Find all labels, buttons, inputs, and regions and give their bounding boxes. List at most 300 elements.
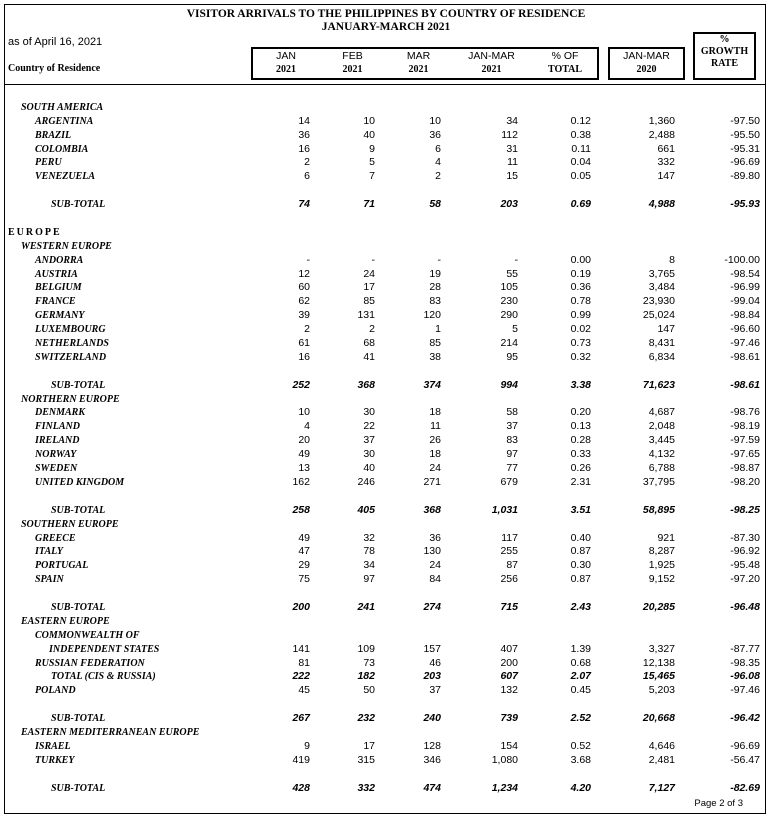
table-cell: 0.52: [570, 739, 591, 752]
column-header-bottom: 2020: [636, 64, 657, 75]
column-header-bottom: 2021: [481, 64, 502, 75]
table-cell: -97.46: [730, 337, 760, 350]
table-cell: 13: [298, 462, 310, 475]
table-cell: 3.68: [570, 753, 591, 766]
row-label: TURKEY: [35, 754, 75, 766]
row-label: COMMONWEALTH OF: [35, 629, 140, 641]
table-cell: 0.32: [570, 350, 591, 363]
report-subtitle: JANUARY-MARCH 2021: [321, 21, 451, 33]
row-label: EUROPE: [8, 226, 62, 238]
table-cell: 258: [292, 503, 310, 516]
table-cell: 182: [357, 670, 375, 683]
table-cell: 256: [500, 573, 518, 586]
table-cell: 222: [292, 670, 310, 683]
table-cell: 19: [429, 267, 441, 280]
subtotal-row: [5, 712, 765, 726]
table-row: [5, 740, 765, 754]
table-cell: 0.78: [570, 295, 591, 308]
growth-header-line: GROWTH: [700, 46, 749, 57]
table-cell: 147: [657, 170, 675, 183]
table-cell: 3,484: [648, 281, 675, 294]
table-cell: 8,431: [648, 337, 675, 350]
row-label: SWITZERLAND: [35, 351, 107, 363]
table-cell: 84: [429, 573, 441, 586]
data-table-body: [5, 87, 765, 795]
table-cell: 2: [304, 323, 310, 336]
spacer-row: [5, 184, 765, 198]
table-row: [5, 476, 765, 490]
report-page: [4, 4, 766, 814]
row-label: GREECE: [35, 532, 76, 544]
table-cell: 407: [500, 642, 518, 655]
table-cell: 1,925: [648, 559, 675, 572]
table-cell: 368: [423, 503, 441, 516]
table-row: [5, 462, 765, 476]
table-row: [5, 684, 765, 698]
table-row: [5, 337, 765, 351]
column-header-jan: [253, 50, 319, 76]
row-label: EASTERN EUROPE: [21, 615, 110, 627]
row-label: INDEPENDENT STATES: [49, 643, 160, 655]
country-of-residence-header: Country of Residence: [8, 63, 101, 74]
table-cell: 16: [298, 142, 310, 155]
row-label: AUSTRIA: [35, 268, 78, 280]
table-cell: 68: [363, 337, 375, 350]
table-cell: 9,152: [648, 573, 675, 586]
column-header-mar: [386, 50, 451, 76]
table-cell: 58,895: [642, 503, 675, 516]
table-cell: 4.20: [570, 781, 591, 794]
row-label: PORTUGAL: [35, 560, 89, 572]
table-row: [5, 448, 765, 462]
table-cell: -97.59: [730, 434, 760, 447]
table-cell: -98.19: [730, 420, 760, 433]
column-header-bottom: 2021: [276, 64, 296, 75]
table-cell: 2.52: [570, 712, 591, 725]
column-header-jan-mar-2020: [610, 50, 683, 76]
subtotal-row: [5, 782, 765, 796]
table-cell: 58: [506, 406, 518, 419]
table-cell: 1,080: [491, 753, 518, 766]
table-cell: -99.04: [730, 295, 760, 308]
row-label: SUB-TOTAL: [51, 713, 106, 725]
table-cell: 2,488: [648, 128, 675, 141]
table-cell: 2.31: [570, 475, 591, 488]
row-label: SWEDEN: [35, 463, 78, 475]
table-cell: 132: [500, 684, 518, 697]
table-cell: 14: [298, 114, 310, 127]
table-cell: 23,930: [642, 295, 675, 308]
table-cell: 131: [357, 309, 375, 322]
table-cell: 7: [369, 170, 375, 183]
table-cell: 200: [500, 656, 518, 669]
table-row: [5, 323, 765, 337]
table-row: [5, 657, 765, 671]
table-cell: 4,132: [648, 448, 675, 461]
table-cell: 9: [304, 739, 310, 752]
table-cell: -100.00: [724, 253, 760, 266]
subtotal-row: [5, 670, 765, 684]
table-cell: 0.68: [570, 656, 591, 669]
table-cell: 85: [429, 337, 441, 350]
table-cell: -82.69: [730, 781, 760, 794]
table-cell: 0.05: [570, 170, 591, 183]
table-cell: -98.54: [730, 267, 760, 280]
table-cell: 74: [298, 198, 310, 211]
table-row: [5, 406, 765, 420]
table-cell: 315: [357, 753, 375, 766]
table-cell: 36: [429, 531, 441, 544]
table-cell: 0.11: [571, 142, 591, 155]
table-cell: 2: [435, 170, 441, 183]
table-cell: 428: [292, 781, 310, 794]
table-cell: 332: [657, 156, 675, 169]
table-cell: 0.12: [570, 114, 591, 127]
row-label: SUB-TOTAL: [51, 601, 106, 613]
table-cell: 2.07: [570, 670, 591, 683]
row-label: SOUTHERN EUROPE: [21, 518, 119, 530]
table-row: [5, 573, 765, 587]
table-cell: 85: [363, 295, 375, 308]
spacer-row: [5, 87, 765, 101]
table-cell: 715: [500, 600, 518, 613]
table-cell: -96.69: [730, 739, 760, 752]
table-row: [5, 754, 765, 768]
column-header-feb: [320, 50, 385, 76]
column-header-bottom: 2021: [342, 64, 363, 75]
table-cell: 49: [298, 531, 310, 544]
table-cell: -97.20: [730, 573, 760, 586]
table-cell: -98.20: [730, 475, 760, 488]
table-cell: 200: [292, 600, 310, 613]
header-divider: [5, 84, 765, 85]
table-cell: -: [514, 253, 518, 266]
table-cell: 60: [298, 281, 310, 294]
growth-header-line: %: [719, 34, 730, 45]
table-cell: 214: [500, 337, 518, 350]
table-cell: 10: [363, 114, 375, 127]
table-cell: 11: [507, 156, 518, 169]
table-cell: 10: [298, 406, 310, 419]
table-cell: 22: [363, 420, 375, 433]
row-label: NETHERLANDS: [35, 338, 109, 350]
table-row: [5, 156, 765, 170]
table-row: [5, 254, 765, 268]
subtotal-row: [5, 504, 765, 518]
table-cell: 4: [304, 420, 310, 433]
table-cell: 1.39: [570, 642, 591, 655]
table-cell: 95: [506, 350, 518, 363]
table-cell: 11: [430, 420, 441, 433]
row-label: SUB-TOTAL: [51, 379, 106, 391]
table-cell: 37,795: [642, 475, 675, 488]
table-cell: -: [437, 253, 441, 266]
table-cell: 12,138: [642, 656, 675, 669]
table-cell: 9: [369, 142, 375, 155]
column-header-top: MAR: [406, 50, 431, 62]
table-cell: 8,287: [648, 545, 675, 558]
table-cell: 24: [429, 559, 441, 572]
column-header-top: JAN: [276, 50, 296, 62]
table-cell: -98.61: [730, 378, 760, 391]
table-cell: 4,988: [648, 198, 675, 211]
as-of-date: as of April 16, 2021: [8, 36, 103, 48]
growth-header-line: RATE: [710, 58, 739, 69]
table-cell: 4,687: [648, 406, 675, 419]
row-label: TOTAL (CIS & RUSSIA): [51, 671, 156, 683]
table-cell: 0.20: [570, 406, 591, 419]
table-cell: 994: [500, 378, 518, 391]
table-row: [5, 532, 765, 546]
row-label: SUB-TOTAL: [51, 504, 106, 516]
table-cell: 0.69: [570, 198, 591, 211]
row-label: GERMANY: [35, 310, 85, 322]
row-label: SPAIN: [35, 574, 64, 586]
spacer-row: [5, 490, 765, 504]
row-label: FINLAND: [35, 421, 81, 433]
table-cell: -98.25: [730, 503, 760, 516]
table-cell: 368: [357, 378, 375, 391]
table-cell: 20: [298, 434, 310, 447]
table-cell: -98.76: [730, 406, 760, 419]
table-cell: 405: [357, 503, 375, 516]
row-label: ANDORRA: [35, 254, 84, 266]
table-cell: 0.45: [570, 684, 591, 697]
column-header-bottom: TOTAL: [547, 64, 583, 75]
table-cell: 78: [363, 545, 375, 558]
table-cell: 24: [429, 462, 441, 475]
column-header-pct-total: [532, 50, 598, 76]
row-label: DENMARK: [35, 407, 86, 419]
table-cell: 0.00: [570, 253, 591, 266]
row-label: WESTERN EUROPE: [21, 240, 112, 252]
table-cell: -96.60: [730, 323, 760, 336]
table-cell: 58: [429, 198, 441, 211]
table-cell: 274: [423, 600, 441, 613]
table-cell: -96.69: [730, 156, 760, 169]
page-number: Page 2 of 3: [694, 798, 743, 809]
table-row: [5, 281, 765, 295]
table-cell: 0.04: [570, 156, 591, 169]
table-cell: 18: [429, 448, 441, 461]
table-cell: 37: [506, 420, 518, 433]
table-cell: 739: [500, 712, 518, 725]
table-row: [5, 545, 765, 559]
table-cell: 32: [363, 531, 375, 544]
table-cell: 346: [423, 753, 441, 766]
table-cell: 18: [429, 406, 441, 419]
table-cell: -96.42: [730, 712, 760, 725]
spacer-row: [5, 587, 765, 601]
table-cell: 105: [500, 281, 518, 294]
table-row: [5, 295, 765, 309]
table-cell: -97.46: [730, 684, 760, 697]
report-title: VISITOR ARRIVALS TO THE PHILIPPINES BY COUNTRY OF RESIDENCE: [186, 8, 586, 20]
table-cell: 25,024: [642, 309, 675, 322]
table-cell: 3,327: [648, 642, 675, 655]
row-label: VENEZUELA: [35, 171, 96, 183]
table-cell: 921: [657, 531, 675, 544]
table-cell: 37: [363, 434, 375, 447]
table-cell: 5,203: [648, 684, 675, 697]
table-cell: 36: [429, 128, 441, 141]
table-cell: 374: [423, 378, 441, 391]
row-label: POLAND: [35, 685, 76, 697]
table-cell: 61: [298, 337, 310, 350]
table-cell: 39: [298, 309, 310, 322]
row-label: NORWAY: [35, 449, 77, 461]
table-cell: 3.51: [570, 503, 591, 516]
table-cell: 5: [512, 323, 518, 336]
table-cell: 47: [298, 545, 310, 558]
row-label: ISRAEL: [35, 740, 71, 752]
row-label: LUXEMBOURG: [35, 324, 106, 336]
table-cell: -87.30: [730, 531, 760, 544]
table-cell: 62: [298, 295, 310, 308]
table-cell: 2.43: [570, 600, 591, 613]
table-cell: 0.87: [570, 573, 591, 586]
table-cell: 73: [363, 656, 375, 669]
table-cell: 40: [363, 462, 375, 475]
table-cell: 83: [429, 295, 441, 308]
table-cell: 77: [506, 462, 518, 475]
table-cell: 120: [423, 309, 441, 322]
row-label: SOUTH AMERICA: [21, 101, 104, 113]
table-cell: -95.50: [730, 128, 760, 141]
spacer-row: [5, 698, 765, 712]
table-cell: 241: [357, 600, 375, 613]
table-cell: 162: [292, 475, 310, 488]
table-cell: 0.38: [570, 128, 591, 141]
table-cell: 147: [657, 323, 675, 336]
table-cell: -96.08: [730, 670, 760, 683]
table-cell: 2,048: [648, 420, 675, 433]
column-header-jan-mar-2021: [452, 50, 531, 76]
table-row: [5, 434, 765, 448]
region-header-row: [5, 518, 765, 532]
table-cell: 20,285: [642, 600, 675, 613]
table-cell: 97: [506, 448, 518, 461]
table-cell: -96.92: [730, 545, 760, 558]
table-cell: 2: [369, 323, 375, 336]
row-label: SUB-TOTAL: [51, 199, 106, 211]
table-cell: 1: [435, 323, 441, 336]
table-row: [5, 115, 765, 129]
subtotal-row: [5, 379, 765, 393]
subtotal-row: [5, 198, 765, 212]
table-cell: 0.36: [570, 281, 591, 294]
table-cell: 232: [357, 712, 375, 725]
region-header-row: [5, 226, 765, 240]
row-label: FRANCE: [35, 296, 76, 308]
table-cell: 157: [423, 642, 441, 655]
column-header-top: FEB: [342, 50, 363, 62]
table-cell: 17: [363, 739, 375, 752]
table-cell: -98.84: [730, 309, 760, 322]
subtotal-row: [5, 601, 765, 615]
table-cell: 50: [363, 684, 375, 697]
table-cell: 255: [500, 545, 518, 558]
region-header-row: [5, 393, 765, 407]
table-cell: -87.77: [730, 642, 760, 655]
table-cell: 75: [298, 573, 310, 586]
table-cell: 141: [292, 642, 310, 655]
row-label: BRAZIL: [35, 129, 72, 141]
table-cell: 0.30: [570, 559, 591, 572]
table-cell: 30: [363, 406, 375, 419]
table-cell: 24: [363, 267, 375, 280]
table-cell: 38: [429, 350, 441, 363]
table-cell: 5: [369, 156, 375, 169]
table-cell: 15: [506, 170, 518, 183]
row-label: RUSSIAN FEDERATION: [35, 657, 145, 669]
table-cell: 4: [435, 156, 441, 169]
table-cell: -96.99: [730, 281, 760, 294]
region-header-row: [5, 726, 765, 740]
column-header-top: % OF: [551, 50, 579, 62]
table-cell: 37: [429, 684, 441, 697]
table-cell: 40: [363, 128, 375, 141]
table-cell: 30: [363, 448, 375, 461]
table-row: [5, 351, 765, 365]
table-cell: 290: [500, 309, 518, 322]
table-cell: 246: [357, 475, 375, 488]
table-cell: 49: [298, 448, 310, 461]
table-cell: -98.87: [730, 462, 760, 475]
table-cell: 203: [500, 198, 518, 211]
table-row: [5, 143, 765, 157]
table-cell: 46: [429, 656, 441, 669]
table-row: [5, 268, 765, 282]
table-cell: -97.50: [730, 114, 760, 127]
table-cell: -95.93: [730, 198, 760, 211]
region-header-row: [5, 101, 765, 115]
table-cell: 34: [506, 114, 518, 127]
table-cell: 8: [669, 253, 675, 266]
table-cell: 6,788: [648, 462, 675, 475]
table-cell: 0.87: [570, 545, 591, 558]
table-cell: 230: [500, 295, 518, 308]
table-cell: 117: [501, 531, 518, 544]
row-label: IRELAND: [35, 435, 80, 447]
table-cell: 6,834: [648, 350, 675, 363]
table-row: [5, 309, 765, 323]
table-cell: 679: [500, 475, 518, 488]
table-cell: 419: [292, 753, 310, 766]
table-cell: 55: [506, 267, 518, 280]
table-cell: 41: [363, 350, 375, 363]
spacer-row: [5, 365, 765, 379]
column-header-bottom: 2021: [408, 64, 429, 75]
table-cell: 20,668: [642, 712, 675, 725]
table-cell: 26: [429, 434, 441, 447]
table-cell: 87: [506, 559, 518, 572]
table-cell: 6: [435, 142, 441, 155]
table-cell: 34: [363, 559, 375, 572]
table-cell: 10: [429, 114, 441, 127]
table-cell: 71: [363, 198, 375, 211]
table-cell: 36: [298, 128, 310, 141]
region-header-row: [5, 240, 765, 254]
table-cell: 332: [357, 781, 375, 794]
table-cell: 3,765: [648, 267, 675, 280]
table-cell: -56.47: [730, 753, 760, 766]
table-cell: 0.28: [570, 434, 591, 447]
table-cell: 12: [298, 267, 310, 280]
column-header-growth-rate: [693, 34, 756, 70]
table-cell: -89.80: [730, 170, 760, 183]
table-cell: 0.73: [570, 337, 591, 350]
